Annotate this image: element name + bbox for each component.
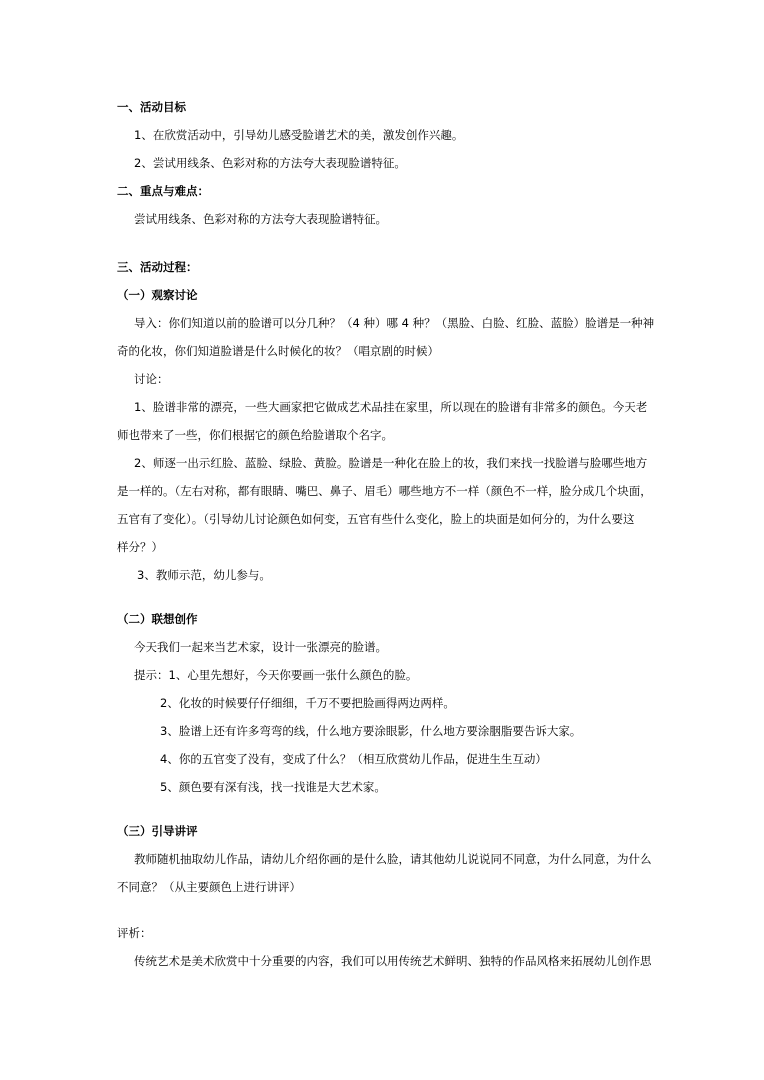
paragraph-line: 奇的化妆，你们知道脸谱是什么时候化的妆？（唱京剧的时候） <box>117 344 439 358</box>
paragraph-line: 4、你的五官变了没有，变成了什么？（相互欣赏幼儿作品，促进生生互动） <box>160 752 547 766</box>
section-heading: 一、活动目标 <box>117 100 186 114</box>
section-heading: 二、重点与难点： <box>117 184 209 198</box>
paragraph-line: 尝试用线条、色彩对称的方法夸大表现脸谱特征。 <box>134 212 387 226</box>
paragraph-line: 3、脸谱上还有许多弯弯的线，什么地方要涂眼影，什么地方要涂胭脂要告诉大家。 <box>160 724 582 738</box>
section-heading: （一）观察讨论 <box>117 288 198 302</box>
section-heading: 三、活动过程： <box>117 260 198 274</box>
paragraph-line: 今天我们一起来当艺术家，设计一张漂亮的脸谱。 <box>134 640 387 654</box>
paragraph-line: 不同意？（从主要颜色上进行讲评） <box>117 880 301 894</box>
paragraph-line: 提示：1、心里先想好，今天你要画一张什么颜色的脸。 <box>134 668 418 682</box>
paragraph-line: 2、尝试用线条、色彩对称的方法夸大表现脸谱特征。 <box>134 156 406 170</box>
paragraph-line: 2、师逐一出示红脸、蓝脸、绿脸、黄脸。脸谱是一种化在脸上的妆，我们来找一找脸谱与脸哪些地方 <box>134 456 648 470</box>
paragraph-line: 2、化妆的时候要仔仔细细，千万不要把脸画得两边两样。 <box>160 696 455 710</box>
paragraph-line: 是一样的。（左右对称，都有眼睛、嘴巴、鼻子、眉毛）哪些地方不一样（颜色不一样，脸分成几个块面， <box>117 484 652 498</box>
section-heading: （二）联想创作 <box>117 612 198 626</box>
paragraph-line: 教师随机抽取幼儿作品，请幼儿介绍你画的是什么脸，请其他幼儿说说同不同意，为什么同意，为什么 <box>134 852 652 866</box>
paragraph-line: 1、脸谱非常的漂亮，一些大画家把它做成艺术品挂在家里，所以现在的脸谱有非常多的颜色。今天老 <box>134 400 648 414</box>
paragraph-line: 1、在欣赏活动中，引导幼儿感受脸谱艺术的美，激发创作兴趣。 <box>134 128 464 142</box>
paragraph-line: 3、教师示范，幼儿参与。 <box>137 568 271 582</box>
paragraph-line: 五官有了变化）。（引导幼儿讨论颜色如何变，五官有些什么变化，脸上的块面是如何分的，为什么要这 <box>117 512 635 526</box>
paragraph-line: 师也带来了一些，你们根据它的颜色给脸谱取个名字。 <box>117 428 393 442</box>
paragraph-line: 传统艺术是美术欣赏中十分重要的内容，我们可以用传统艺术鲜明、独特的作品风格来拓展幼儿创作思 <box>134 954 652 968</box>
section-heading: （三）引导讲评 <box>117 824 198 838</box>
paragraph-line: 讨论： <box>134 372 169 386</box>
paragraph-line: 样分？） <box>117 540 163 554</box>
paragraph-line: 5、颜色要有深有浅，找一找谁是大艺术家。 <box>160 780 386 794</box>
paragraph-line: 导入：你们知道以前的脸谱可以分几种？（4 种）哪 4 种？（黑脸、白脸、红脸、蓝脸）脸谱是一种神 <box>134 316 655 330</box>
paragraph-line: 评析： <box>117 926 152 940</box>
